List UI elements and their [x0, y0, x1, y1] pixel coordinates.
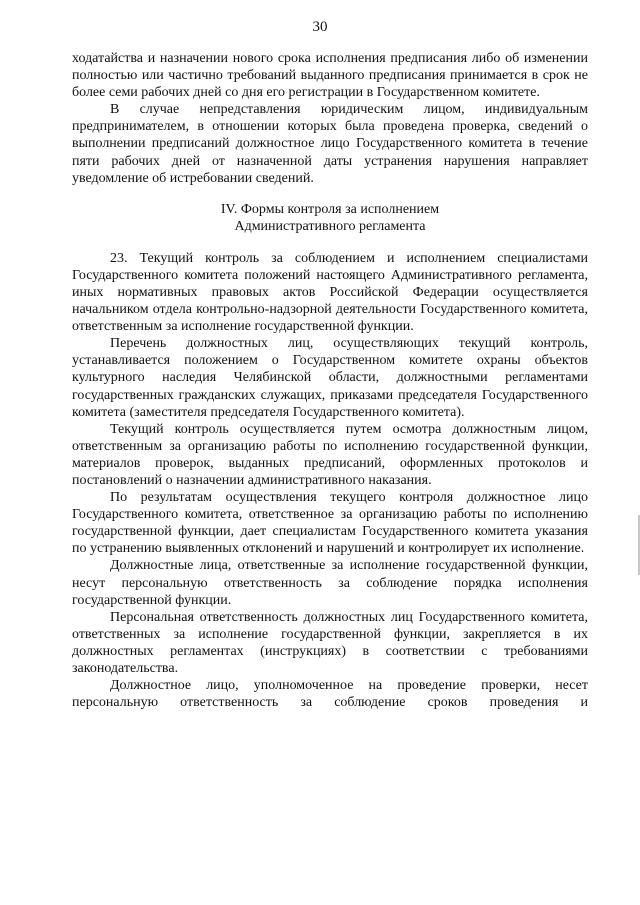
paragraph-non-submission: В случае непредставления юридическим лицом, индивидуальным предпринимателем, в отношении которых была проведена проверка, сведений о выполнении предписаний должностное лицо Государственного комитета в течение пяти рабочих дней от назначенной даты устранения нарушения направляет уведомление об истребовании сведений. [72, 102, 588, 186]
paragraph-continuation: ходатайства и назначении нового срока исполнения предписания либо об изменении полностью или частично требований выданного предписания принимается в срок не более семи рабочих дней со дня его регистрации в Государственном комитете. [72, 51, 588, 101]
page-number: 30 [312, 19, 328, 35]
paragraph-current-control: Текущий контроль осуществляется путем осмотра должностным лицом, ответственным за организацию работы по исполнению государственной функции, материалов проверок, выданных предписаний, оформленных протоколов и постановлений о назначении административного наказания. [72, 421, 588, 488]
paragraph-officials-list: Перечень должностных лиц, осуществляющих текущий контроль, устанавливается положением о Государственном комитете охраны объектов культурного наследия Челябинской области, должностными регламентами государственных гражданских служащих, приказами председателя Государственного комитета (заместителя председателя Государственного комитета). [72, 336, 588, 420]
paragraph-responsibility-regulations: Персональная ответственность должностных лиц Государственного комитета, ответственных за исполнение государственной функции, закрепляется в их должностных регламентах (инструкциях) в соответствии с требованиями законодательства. [72, 609, 588, 676]
paragraph-inspection-official: Должностное лицо, уполномоченное на проведение проверки, несет персональную ответственность за соблюдение сроков проведения и [72, 678, 588, 711]
paragraph-personal-responsibility: Должностные лица, ответственные за исполнение государственной функции, несут персональную ответственность за соблюдение порядка исполнения государственной функции. [72, 558, 588, 608]
section-heading-line2: Административного регламента [234, 219, 426, 235]
paragraph-control-results: По результатам осуществления текущего контроля должностное лицо Государственного комитета, ответственное за организацию работы по исполнению государственной функции, дает специалистам Государственного комитета указания по устранению выявленных отклонений и нарушений и контролирует их исполнение. [72, 490, 588, 557]
section-heading-line1: IV. Формы контроля за исполнением [220, 201, 440, 217]
paragraph-item-23: 23. Текущий контроль за соблюдением и исполнением специалистами Государственного комитета положений настоящего Административного регламента, иных нормативных правовых актов Российской Федерации осуществляется начальником отдела контрольно-надзорной деятельности Государственного комитета, ответственным за исполнение государственной функции. [72, 250, 588, 335]
section-heading [72, 201, 588, 236]
document-body [72, 50, 588, 711]
